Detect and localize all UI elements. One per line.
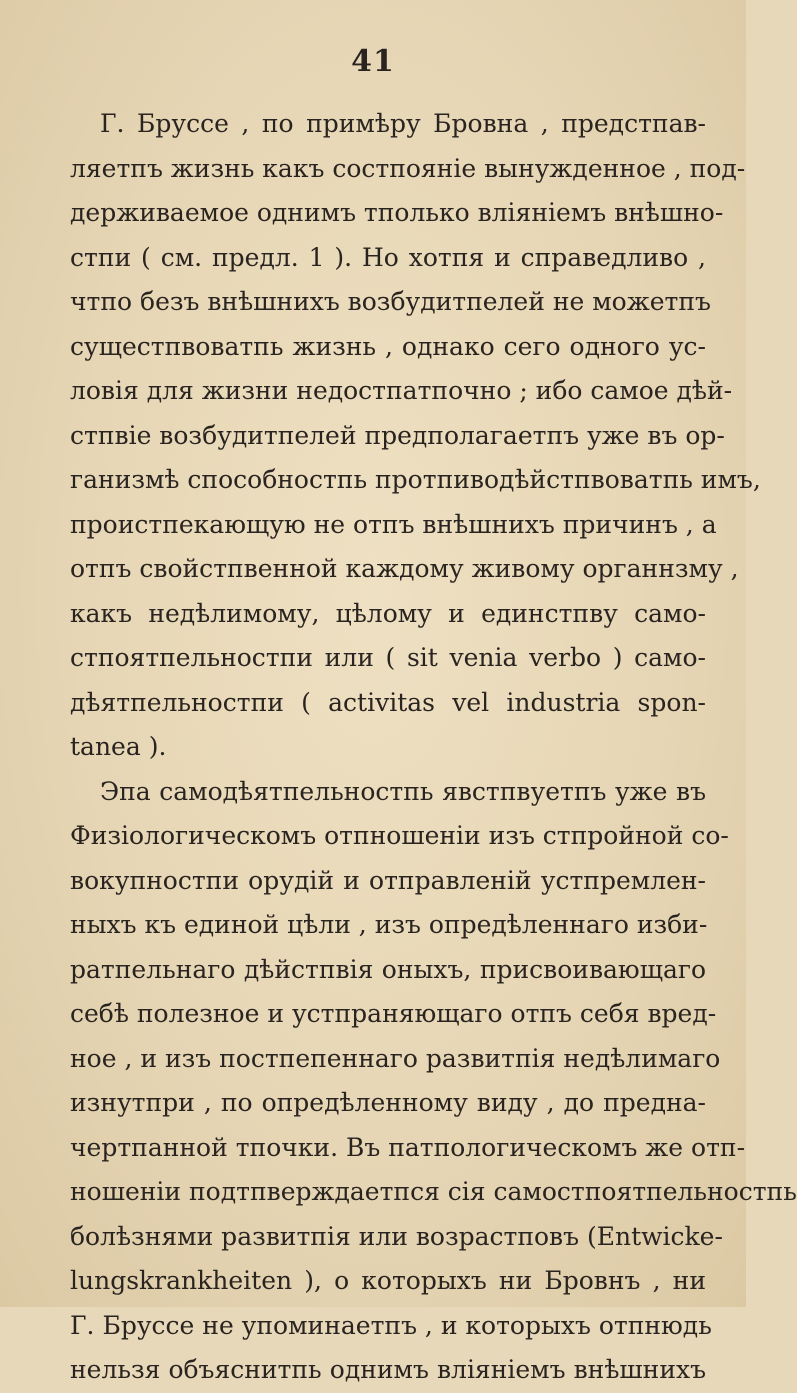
text-line: ляетпъ жизнь какъ состпояніе вынужденное , под- [70,153,746,183]
text-line: чтпо безъ внѣшнихъ возбудитпелей не можетпъ [70,287,711,316]
text-line: какъ недѣлимому, цѣлому и единстпву само- [70,598,706,628]
text-line: болѣзнями развитпія или возрастповъ (Entwicke- [70,1221,723,1251]
text-line: сущестпвоватпь жизнь , однако сего одного ус- [70,331,706,361]
text-line: вокупностпи орудій и отправленій устпремлен- [70,865,706,895]
text-line: стпвіе возбудитпелей предполагаетпъ уже въ ор- [70,420,725,450]
text-line: Г. Бруссе не упоминаетпъ , и которыхъ отпнюдь [70,1310,712,1340]
text-line: стпи ( см. предл. 1 ). Но хотпя и справедливо , [70,242,706,272]
text-line: Эпа самодѣятпельностпь явстпвуетпъ уже въ [100,776,706,806]
page-number: 41 [351,44,395,79]
body-text [70,102,797,1393]
text-line: дѣятпельностпи ( activitas vel industria spon- [70,687,706,717]
text-line: ганизмѣ способностпь протпиводѣйстпвоватпь имъ, [70,465,761,494]
text-line: ратпельнаго дѣйстпвія оныхъ, присвоивающаго [70,954,706,984]
text-line: ное , и изъ постпепеннаго развитпія недѣлимаго [70,1043,721,1073]
paragraph-2 [70,770,797,1393]
text-line: ловія для жизни недостпатпочно ; ибо самое дѣй- [70,376,733,405]
paragraph-1 [70,102,761,770]
text-line: изнутпри , по опредѣленному виду , до предна- [70,1088,706,1117]
text-line: Физіологическомъ отпношеніи изъ стпройной со- [70,821,729,850]
text-line: отпъ свойстпвенной каждому живому органнзму , [70,554,739,583]
text-line: ношеніи подтпверждаетпся сія самостпоятпельностпь [70,1177,797,1206]
text-line: ныхъ къ единой цѣли , изъ опредѣленнаго изби- [70,910,708,939]
text-line: себѣ полезное и устпраняющаго отпъ себя вред- [70,999,717,1028]
text-line: чертпанной тпочки. Въ патпологическомъ же отп- [70,1132,746,1162]
text-line: стпоятпельностпи или ( sit venia verbo ) само- [70,643,706,672]
text-line: держиваемое однимъ тполько вліяніемъ внѣшно- [70,198,724,227]
text-line: проистпекающую не отпъ внѣшнихъ причинъ , а [70,509,717,539]
text-line: нельзя объяснитпь однимъ вліяніемъ внѣшнихъ [70,1355,706,1384]
text-line: tanea ). [70,732,167,761]
text-line: lungskrankheiten ), о которыхъ ни Бровнъ , ни [70,1266,706,1295]
text-line: Г. Бруссе , по примѣру Бровна , предстпав- [100,109,706,138]
